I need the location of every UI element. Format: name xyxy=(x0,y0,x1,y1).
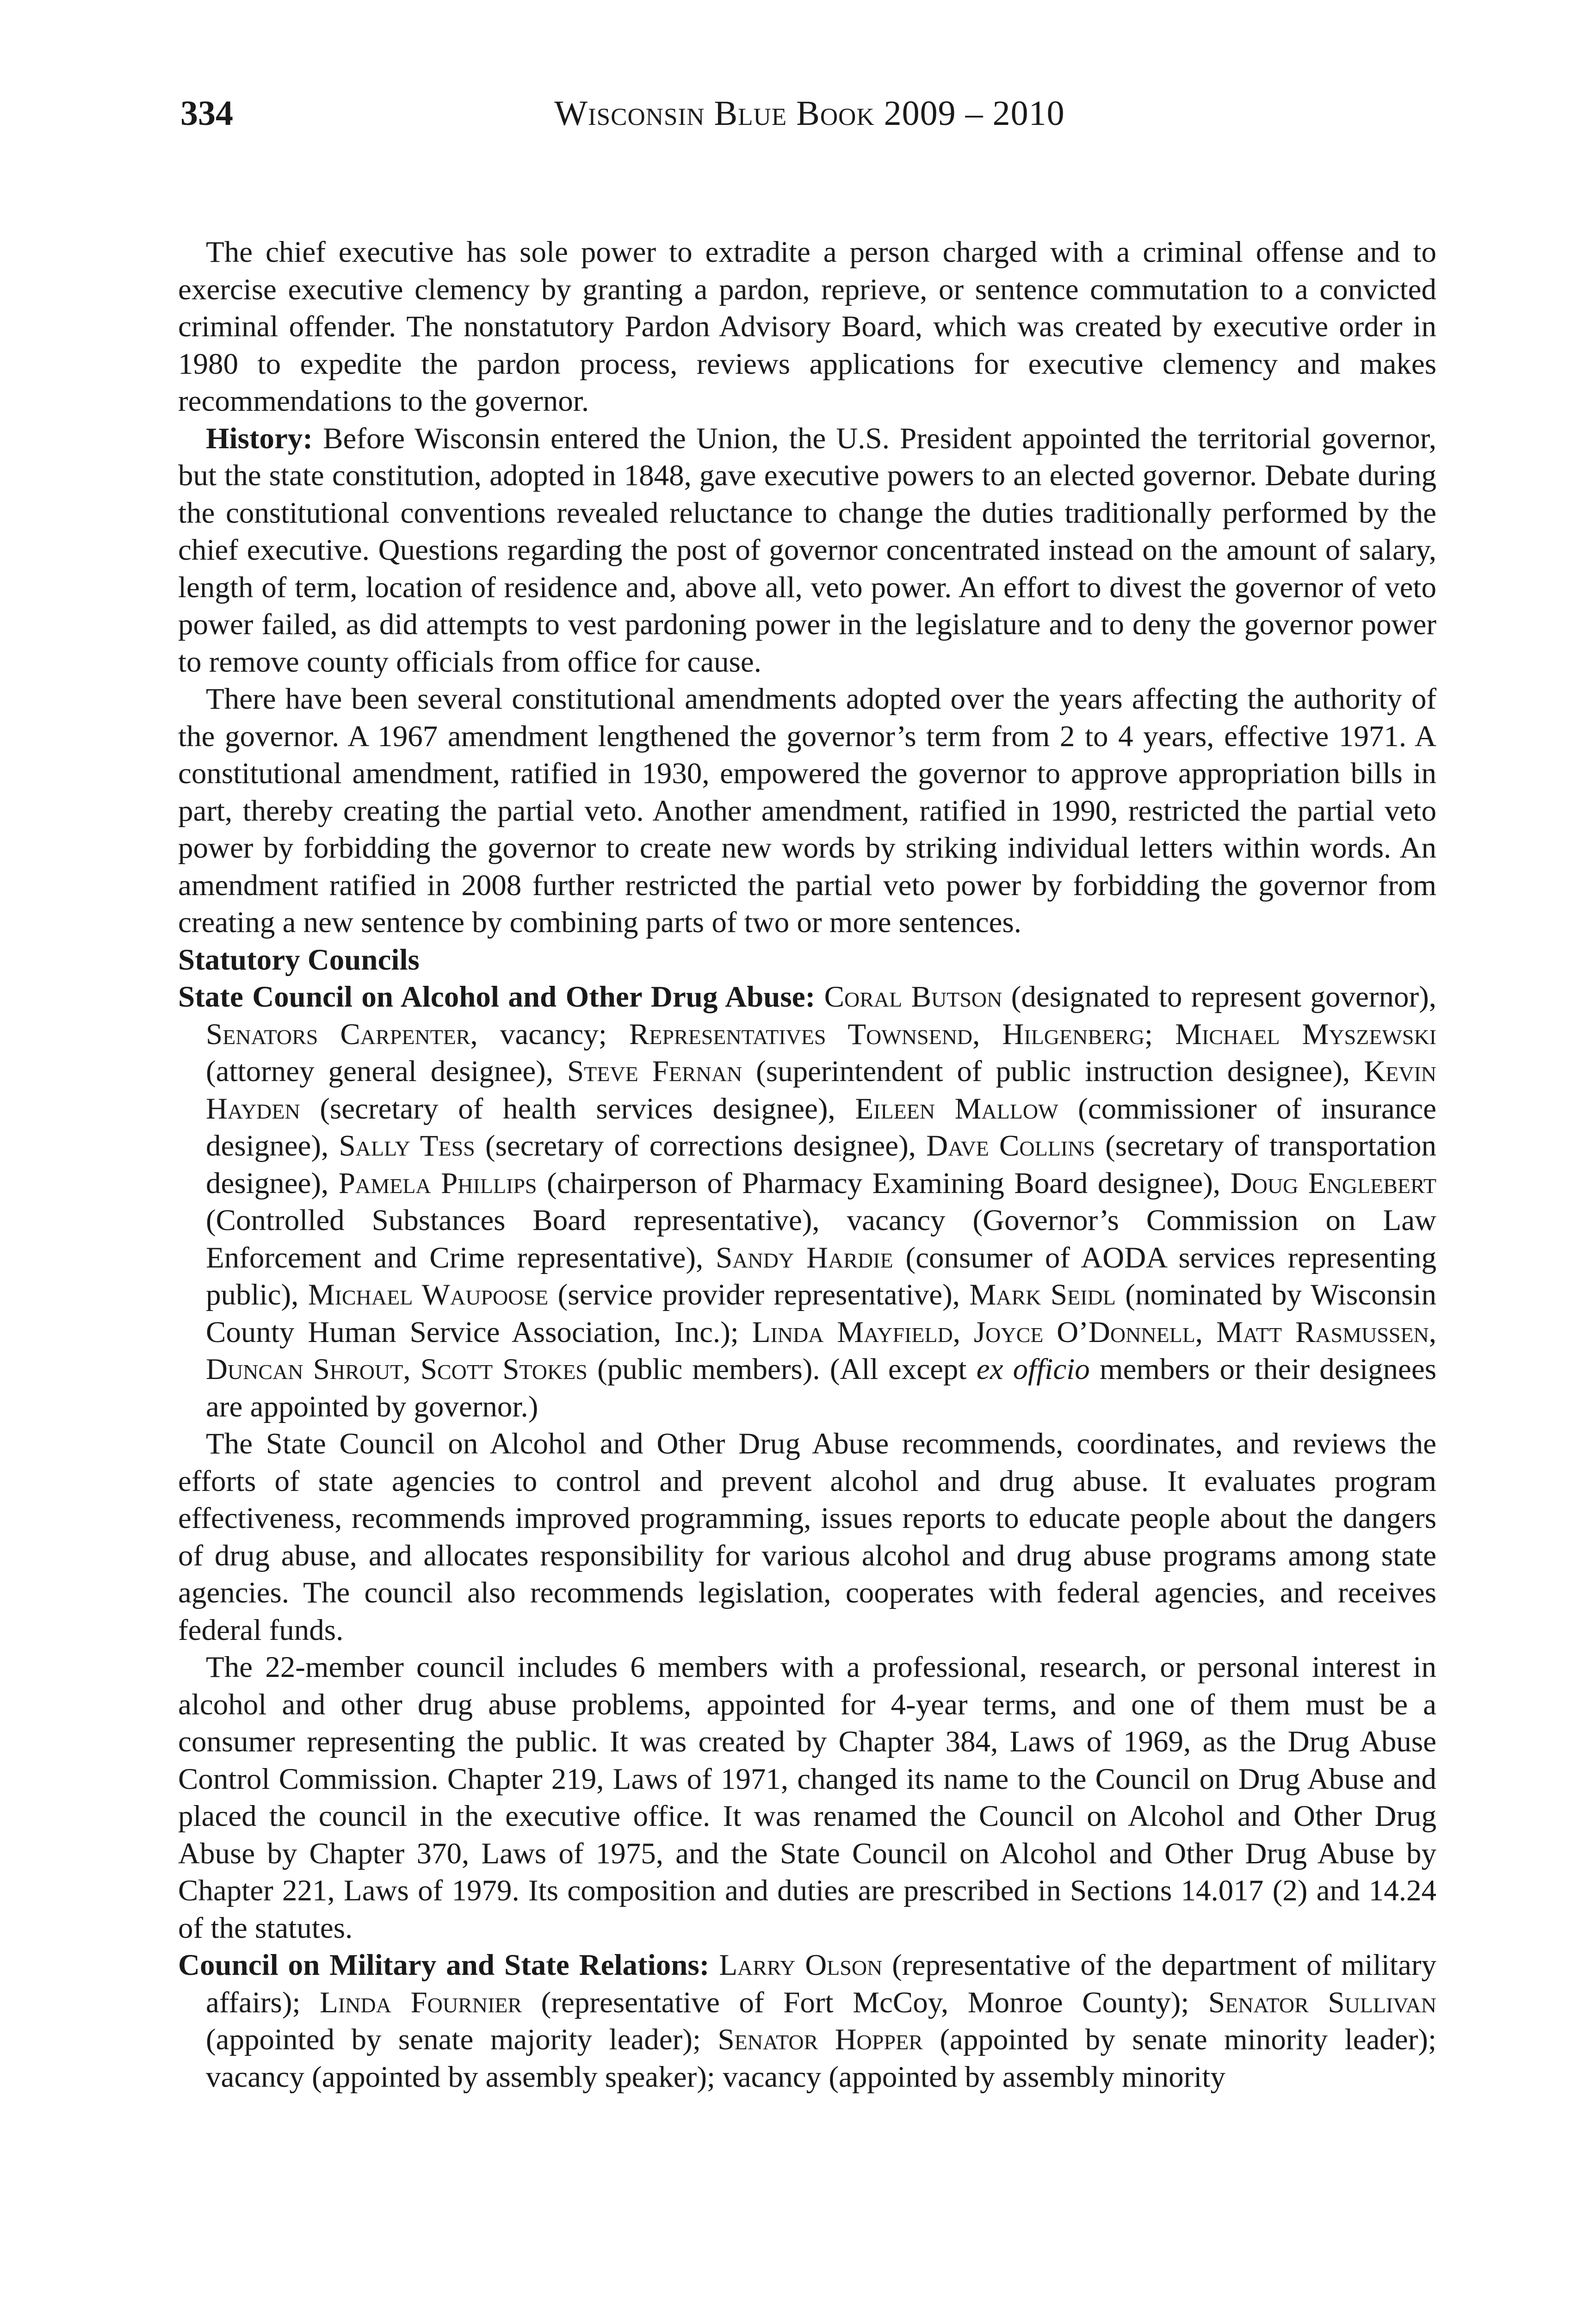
member-role: ; xyxy=(1144,1017,1175,1051)
member-role: (nominated by Wisconsin County Human Service Association, Inc.); xyxy=(206,1278,1436,1349)
council-title-aoda: State Council on Alcohol and Other Drug Abuse: xyxy=(178,980,816,1014)
member-name: Dave Collins xyxy=(926,1129,1095,1163)
member-role: (representative of the department of military affairs); xyxy=(206,1948,1437,2019)
paragraph-aoda-duties: The State Council on Alcohol and Other Drug Abuse recommends, coordinates, and reviews the efforts of state agencies to control and prevent alcohol and drug abuse. It evaluates program effectiveness, recommends improved programming, issues reports to educate people about the dangers of drug abuse, and allocates responsibility for various alcohol and drug abuse programs among state agencies. The council also recommends legislation, cooperates with federal agencies, and receives federal funds. xyxy=(178,1427,1436,1647)
member-name: Michael Myszewski xyxy=(1175,1017,1436,1051)
italic-term: ex officio xyxy=(976,1353,1090,1386)
member-name: Senator Sullivan xyxy=(1208,1985,1437,2019)
member-name: Larry Olson xyxy=(719,1948,883,1982)
member-name: Steve Fernan xyxy=(567,1055,742,1088)
running-title: Wisconsin Blue Book 2009 – 2010 xyxy=(554,94,1065,133)
member-role: (attorney general designee), xyxy=(206,1055,568,1088)
member-name: Mark Seidl xyxy=(969,1278,1116,1311)
member-role: (Controlled Substances Board representative), vacancy (Governor’s Commission on Law Enforcement and Crime representative), xyxy=(206,1204,1436,1274)
member-role: (service provider representative), xyxy=(548,1278,970,1311)
paragraph-aoda-history: The 22-member council includes 6 members with a professional, research, or personal interest in alcohol and other drug abuse problems, appointed for 4-year terms, and one of them must be a consumer representing the public. It was created by Chapter 384, Laws of 1969, as the Drug Abuse Control Commission. Chapter 219, Laws of 1971, changed its name to the Council on Drug Abuse and placed the council in the executive office. It was renamed the Council on Alcohol and Other Drug Abuse by Chapter 370, Laws of 1975, and the State Council on Alcohol and Other Drug Abuse by Chapter 221, Laws of 1979. Its composition and duties are prescribed in Sections 14.017 (2) and 14.24 of the statutes. xyxy=(178,1651,1436,1945)
page-number: 334 xyxy=(180,94,233,133)
running-head xyxy=(180,93,1439,134)
member-name: Sandy Hardie xyxy=(716,1241,893,1274)
member-role: (secretary of transportation designee), xyxy=(206,1129,1436,1200)
member-role: (representative of Fort McCoy, Monroe County); xyxy=(522,1985,1209,2019)
member-role: (appointed by senate majority leader); xyxy=(206,2023,718,2056)
member-role: (consumer of AODA services representing public), xyxy=(206,1241,1436,1311)
member-name: Kevin Hayden xyxy=(206,1055,1436,1126)
member-name: Doug Englebert xyxy=(1230,1166,1437,1200)
member-name: Pamela Phillips xyxy=(338,1166,537,1200)
member-role: (secretary of corrections designee), xyxy=(475,1129,927,1163)
paragraph-amendments: There have been several constitutional amendments adopted over the years affecting the authority of the governor. A 1967 amendment lengthened the governor’s term from 2 to 4 years, effective 1971. A constitutional amendment, ratified in 1930, empowered the governor to approve appropriation bills in part, thereby creating the partial veto. Another amendment, ratified in 1990, restricted the partial veto power by forbidding the governor to create new words by striking individual letters within words. An amendment ratified in 2008 further restricted the partial veto power by forbidding the governor from creating a new sentence by combining parts of two or more sentences. xyxy=(178,682,1436,939)
council-entry-military xyxy=(178,1947,1436,2096)
member-name: Hilgenberg xyxy=(1002,1017,1144,1051)
history-label: History: xyxy=(206,421,313,455)
member-name: Michael Waupoose xyxy=(308,1278,549,1311)
body-text xyxy=(178,234,1436,2096)
member-name: Sally Tess xyxy=(339,1129,475,1163)
member-role: (superintendent of public instruction designee), xyxy=(742,1055,1364,1088)
member-role: , xyxy=(972,1017,1002,1051)
section-heading-statutory-councils: Statutory Councils xyxy=(178,943,420,977)
member-role: (public members). (All except xyxy=(587,1353,977,1386)
member-name: Senator Hopper xyxy=(718,2023,923,2056)
member-name: Linda Fournier xyxy=(320,1985,522,2019)
council-entry-aoda xyxy=(178,978,1436,1425)
member-role: (chairperson of Pharmacy Examining Board designee), xyxy=(537,1166,1231,1200)
paragraph-history xyxy=(178,420,1436,681)
member-name: Representatives Townsend xyxy=(629,1017,973,1051)
member-role: members or their designees are appointed by governor.) xyxy=(206,1353,1436,1423)
paragraph-extradition-clemency: The chief executive has sole power to extradite a person charged with a criminal offense and to exercise executive clemency by granting a pardon, reprieve, or sentence commutation to a convicted criminal offender. The nonstatutory Pardon Advisory Board, which was created by executive order in 1980 to expedite the pardon process, reviews applications for executive clemency and makes recommendations to the governor. xyxy=(178,235,1436,418)
member-name: Senators Carpenter xyxy=(206,1017,470,1051)
history-text: Before Wisconsin entered the Union, the U.S. President appointed the territorial governor, but the state constitution, adopted in 1848, gave executive powers to an elected governor. Debate during the constitutional conventions revealed reluctance to change the duties traditionally performed by the chief executive. Questions regarding the post of governor concentrated instead on the amount of salary, length of term, location of residence and, above all, veto power. An effort to divest the governor of veto power failed, as did attempts to vest pardoning power in the legislature and to deny the governor power to remove county officials from office for cause. xyxy=(178,421,1436,679)
member-role: , vacancy; xyxy=(470,1017,629,1051)
member-role: (designated to represent governor), xyxy=(1002,980,1436,1014)
member-role: (appointed by senate minority leader); vacancy (appointed by assembly speaker); vacancy (appointed by assembly minority xyxy=(206,2023,1436,2094)
member-role: (secretary of health services designee), xyxy=(300,1092,855,1126)
council-title-military: Council on Military and State Relations: xyxy=(178,1948,710,1982)
member-role: (commissioner of insurance designee), xyxy=(206,1092,1436,1163)
member-name: Linda Mayfield, Joyce O’Donnell, Matt Rasmussen, Duncan Shrout, Scott Stokes xyxy=(206,1315,1436,1386)
member-name: Coral Butson xyxy=(824,980,1002,1014)
member-name: Eileen Mallow xyxy=(855,1092,1058,1126)
